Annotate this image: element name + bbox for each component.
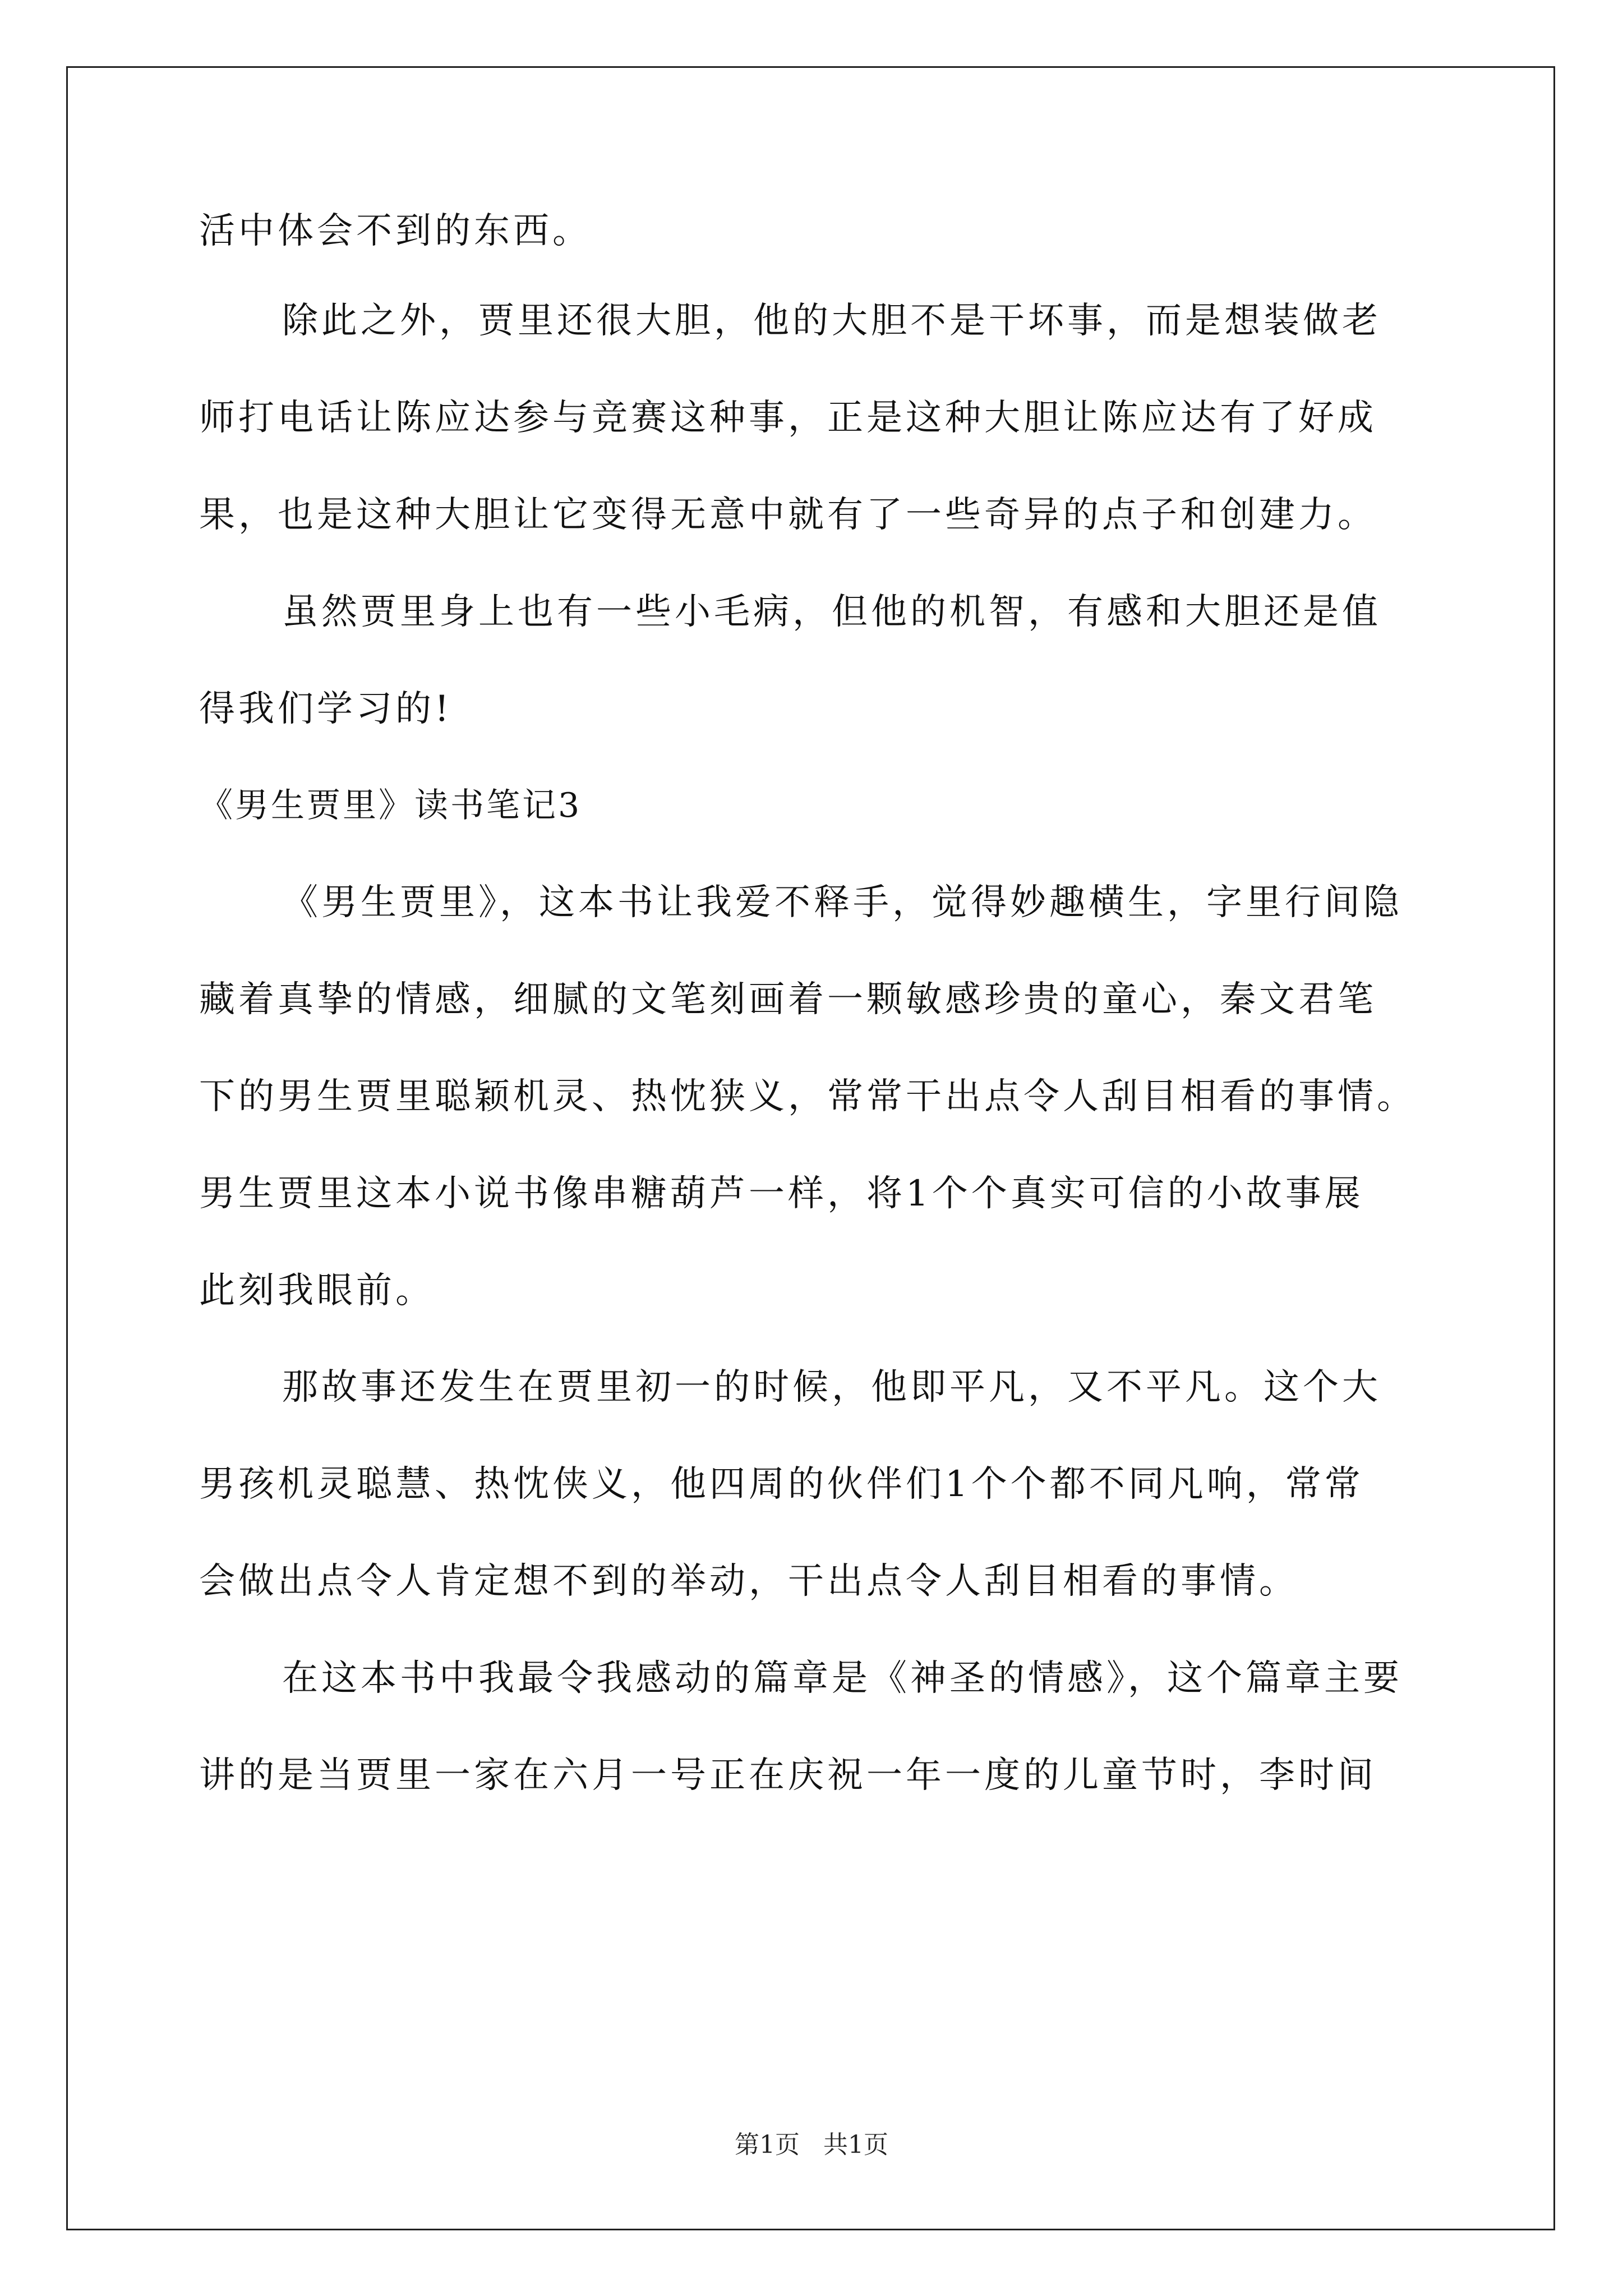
text-line: 活中体会不到的东西。 — [199, 210, 592, 252]
paragraph-line: 《男生贾里》，这本书让我爱不释手，觉得妙趣横生，字里行间隐 — [282, 882, 1403, 923]
paragraph-line: 虽然贾里身上也有一些小毛病，但他的机智，有感和大胆还是值 — [282, 591, 1381, 633]
text-line: 师打电话让陈应达参与竞赛这种事，正是这种大胆让陈应达有了好成 — [199, 397, 1377, 439]
page-border — [66, 66, 1555, 2230]
paragraph-line: 除此之外，贾里还很大胆，他的大胆不是干坏事，而是想装做老 — [282, 300, 1381, 342]
text-line: 下的男生贾里聪颖机灵、热忱狭义，常常干出点令人刮目相看的事情。 — [199, 1076, 1416, 1117]
text-line: 会做出点令人肯定想不到的举动，干出点令人刮目相看的事情。 — [199, 1561, 1298, 1602]
text-line: 男孩机灵聪慧、热忱侠义，他四周的伙伴们1个个都不同凡响，常常 — [199, 1464, 1364, 1505]
page-total: 共1页 — [823, 2131, 888, 2159]
text-line: 得我们学习的! — [199, 688, 453, 730]
text-line: 果，也是这种大胆让它变得无意中就有了一些奇异的点子和创建力。 — [199, 494, 1377, 536]
text-line: 藏着真挚的情感，细腻的文笔刻画着一颗敏感珍贵的童心，秦文君笔 — [199, 979, 1377, 1020]
paragraph-line: 在这本书中我最令我感动的篇章是《神圣的情感》，这个篇章主要 — [282, 1658, 1403, 1699]
text-line: 此刻我眼前。 — [199, 1270, 435, 1312]
page-number: 第1页 — [735, 2131, 800, 2159]
page-footer — [0, 2129, 1623, 2161]
text-line: 男生贾里这本小说书像串糖葫芦一样，将1个个真实可信的小故事展 — [199, 1173, 1364, 1214]
section-heading: 《男生贾里》读书笔记3 — [199, 786, 582, 825]
paragraph-line: 那故事还发生在贾里初一的时候，他即平凡，又不平凡。这个大 — [282, 1366, 1381, 1408]
text-line: 讲的是当贾里一家在六月一号正在庆祝一年一度的儿童节时，李时间 — [199, 1755, 1377, 1796]
